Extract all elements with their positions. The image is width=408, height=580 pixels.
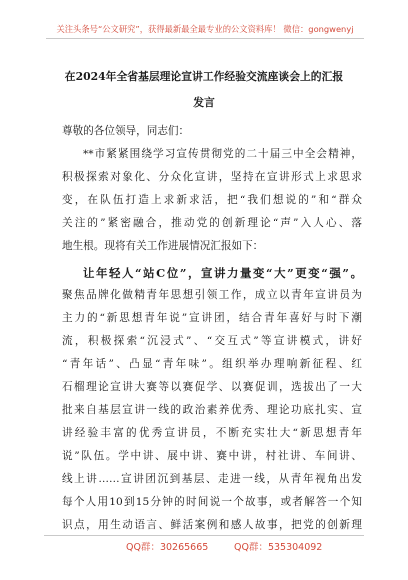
qq-group-right: QQ群：535304092 — [234, 542, 323, 553]
body-line: 关注的”紧密融合，推动党的创新理论“声”入人心、落 — [62, 217, 362, 229]
body-line: **市紧紧围绕学习宣传贯彻党的二十届三中全会精神， — [83, 148, 362, 160]
document-title-line-1: 在2024年全省基层理论宣讲工作经验交流座谈会上的汇报 — [64, 70, 344, 83]
qq-group-left: QQ群：30265665 — [126, 542, 209, 553]
body-line: 识点，用生动语言、鲜活案例和感人故事，把党的创新理 — [62, 519, 362, 531]
body-line: 积极探索对象化、分众化宣讲，坚持在宣讲形式上求思求 — [62, 171, 362, 183]
body-line: 讲经验丰富的优秀宣讲员，不断充实壮大“新思想青年 — [62, 427, 362, 439]
document-title-line-2: 发言 — [193, 96, 215, 109]
body-line: 变，在队伍打造上求新求活，把“我们想说的”和“群众 — [62, 194, 362, 206]
body-line: 聚焦品牌化做精青年思想引领工作，成立以青年宣讲员为 — [62, 289, 362, 301]
header-banner: 关注头条号“公文研究”，获得最新最全最专业的公文资料库！ 微信：gongwenyj — [46, 23, 364, 39]
body-line: 说”队伍。学中讲、展中讲、赛中讲，村社讲、车间讲、 — [62, 450, 362, 462]
body-line: 批来自基层宣讲一线的政治素养优秀、理论功底扎实、宣 — [62, 404, 362, 416]
body-line: 地生根。现将有关工作进展情况汇报如下： — [62, 240, 264, 252]
body-line: 每个人用10到15分钟的时间说一个故事，或者解答一个知 — [62, 496, 362, 508]
footer-bar — [44, 535, 364, 553]
body-line: “青年话”、凸显“青年味”。组织举办理响新征程、红 — [62, 358, 362, 370]
salutation: 尊敬的各位领导，同志们： — [62, 125, 190, 137]
body-line: 石榴理论宣讲大赛等以赛促学、以赛促训，选拔出了一大 — [62, 381, 362, 393]
body-line: 流，积极探索“沉浸式”、“交互式”等宣讲模式，讲好 — [62, 335, 362, 347]
body-line: 主力的“新思想青年说”宣讲团，结合青年喜好与时下潮 — [62, 312, 362, 324]
section-heading: 让年轻人“站C位”，宣讲力量变“大”更变“强”。 — [83, 266, 362, 280]
body-line: 线上讲……宣讲团沉到基层、走进一线，从青年视角出发 — [62, 473, 362, 485]
